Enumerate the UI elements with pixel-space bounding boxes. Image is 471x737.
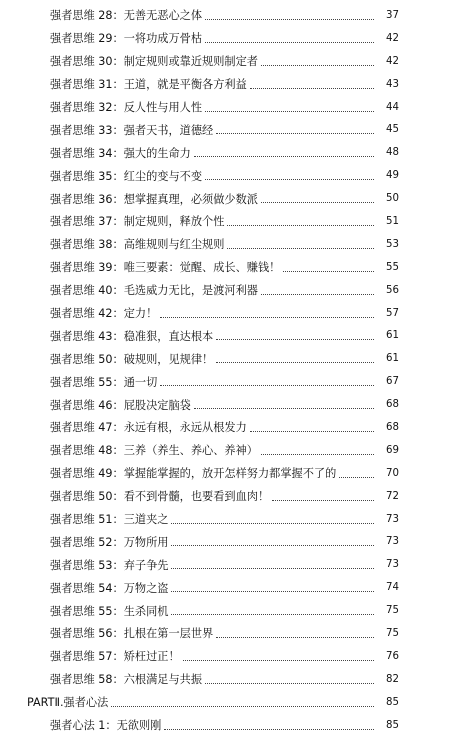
- dot-leader: [216, 362, 374, 363]
- toc-entry-title: 强者思维 53：弃子争先: [50, 558, 169, 572]
- dot-leader: [160, 385, 374, 386]
- toc-entry-title: 强者思维 39：唯三要素：觉醒、成长、赚钱！: [50, 261, 281, 275]
- dot-leader: [183, 660, 374, 661]
- toc-entry-title: 强者思维 52：万物所用: [50, 535, 169, 549]
- toc-part-heading[interactable]: [0, 691, 471, 714]
- toc-entry-page: 48: [386, 147, 399, 159]
- toc-entry-page: 53: [386, 238, 399, 250]
- toc-entry[interactable]: [0, 668, 471, 691]
- toc-entry-title: 强者思维 58：六根满足与共振: [50, 673, 203, 687]
- toc-part-page: 85: [386, 696, 399, 708]
- toc-entry-title: 强者思维 55：生杀同机: [50, 604, 169, 618]
- toc-entry-page: 42: [386, 55, 399, 67]
- toc-entry[interactable]: [0, 370, 471, 393]
- toc-entry[interactable]: [0, 279, 471, 302]
- toc-entry-page: 76: [386, 650, 399, 662]
- dot-leader: [216, 133, 374, 134]
- dot-leader: [171, 614, 374, 615]
- toc-entry-title: 强者思维 37：制定规则，释放个性: [50, 215, 225, 229]
- toc-entry-page: 43: [386, 78, 399, 90]
- toc-entry-title: 强者思维 54：万物之盗: [50, 581, 169, 595]
- toc-entry-page: 70: [386, 467, 399, 479]
- dot-leader: [261, 202, 374, 203]
- dot-leader: [171, 591, 374, 592]
- dot-leader: [171, 523, 374, 524]
- toc-entry-title: 强者思维 50：破规则，见规律！: [50, 352, 214, 366]
- dot-leader: [205, 111, 374, 112]
- toc-entry-page: 75: [386, 627, 399, 639]
- toc-entry[interactable]: [0, 508, 471, 531]
- toc-entry[interactable]: [0, 622, 471, 645]
- toc-entry[interactable]: [0, 256, 471, 279]
- toc-entry[interactable]: [0, 164, 471, 187]
- toc-entry[interactable]: [0, 576, 471, 599]
- dot-leader: [171, 545, 374, 546]
- toc-entry[interactable]: [0, 73, 471, 96]
- toc-entry-title: 强者思维 48：三养（养生、养心、养神）: [50, 444, 258, 458]
- toc-entry[interactable]: [0, 599, 471, 622]
- toc-entry-title: 强者思维 28：无善无恶心之体: [50, 9, 203, 23]
- toc-entry-page: 50: [386, 193, 399, 205]
- dot-leader: [227, 225, 374, 226]
- dot-leader: [272, 500, 374, 501]
- toc-entry-title: 强者思维 31：王道，就是平衡各方利益: [50, 78, 247, 92]
- toc-entry[interactable]: [0, 233, 471, 256]
- toc-entry[interactable]: [0, 530, 471, 553]
- toc-entry-page: 73: [386, 536, 399, 548]
- dot-leader: [261, 65, 374, 66]
- toc-entry-page: 44: [386, 101, 399, 113]
- toc-entry-page: 51: [386, 215, 399, 227]
- toc-entry-title: 强者思维 38：高维规则与红尘规则: [50, 238, 225, 252]
- toc-entry-title: 强者思维 50：看不到骨髓，也要看到血肉！: [50, 490, 270, 504]
- toc-entry-title: 强者思维 57：矫枉过正！: [50, 650, 180, 664]
- toc-entry-page: 49: [386, 170, 399, 182]
- dot-leader: [216, 339, 374, 340]
- toc-entry[interactable]: [0, 416, 471, 439]
- dot-leader: [339, 477, 374, 478]
- toc-entry[interactable]: [0, 347, 471, 370]
- dot-leader: [171, 568, 374, 569]
- toc-entry-page: 61: [386, 330, 399, 342]
- toc-entry-title: 强者思维 36：想掌握真理，必须做少数派: [50, 192, 258, 206]
- toc-entry-page: 37: [386, 9, 399, 21]
- toc-entry[interactable]: [0, 393, 471, 416]
- toc-entry-title: 强者思维 49：掌握能掌握的，放开怎样努力都掌握不了的: [50, 467, 337, 481]
- toc-entry-title: 强者思维 46：屁股决定脑袋: [50, 398, 191, 412]
- toc-entry-title: 强者思维 40：毛选威力无比，是渡河利器: [50, 284, 258, 298]
- toc-entry[interactable]: [0, 714, 471, 737]
- toc-entry[interactable]: [0, 96, 471, 119]
- toc-entry[interactable]: [0, 187, 471, 210]
- toc-entry[interactable]: [0, 439, 471, 462]
- toc-entry-page: 73: [386, 513, 399, 525]
- toc-entry-page: 61: [386, 353, 399, 365]
- dot-leader: [261, 454, 374, 455]
- toc-part-title: PARTⅡ.强者心法: [27, 696, 109, 710]
- toc-entry-page: 55: [386, 261, 399, 273]
- dot-leader: [250, 431, 374, 432]
- toc-entry-title: 强者思维 56：扎根在第一层世界: [50, 627, 214, 641]
- toc-entry-title: 强者思维 32：反人性与用人性: [50, 101, 203, 114]
- dot-leader: [205, 19, 374, 20]
- toc-entry[interactable]: [0, 50, 471, 73]
- toc-entry-page: 85: [386, 719, 399, 731]
- toc-entry-page: 75: [386, 605, 399, 617]
- toc-entry[interactable]: [0, 553, 471, 576]
- dot-leader: [227, 248, 374, 249]
- dot-leader: [194, 156, 374, 157]
- toc-entry[interactable]: [0, 210, 471, 233]
- dot-leader: [194, 408, 374, 409]
- dot-leader: [111, 706, 374, 707]
- toc-entry-title: 强者思维 47：永远有根，永远从根发力: [50, 421, 247, 435]
- dot-leader: [250, 88, 374, 89]
- toc-entry-title: 强者心法 1：无欲则刚: [50, 719, 162, 733]
- table-of-contents: [0, 4, 471, 737]
- toc-entry-title: 强者思维 30：制定规则或靠近规则制定者: [50, 55, 258, 69]
- toc-entry[interactable]: [0, 324, 471, 347]
- toc-entry-title: 强者思维 43：稳准狠，直达根本: [50, 329, 214, 343]
- toc-entry-title: 强者思维 33：强者天书，道德经: [50, 123, 214, 137]
- dot-leader: [205, 42, 374, 43]
- toc-entry-page: 56: [386, 284, 399, 296]
- toc-entry-title: 强者思维 51：三道夹之: [50, 513, 169, 527]
- toc-entry-page: 45: [386, 124, 399, 136]
- toc-entry[interactable]: [0, 118, 471, 141]
- toc-entry-page: 57: [386, 307, 399, 319]
- dot-leader: [216, 637, 374, 638]
- toc-entry-title: 强者思维 34：强大的生命力: [50, 146, 191, 160]
- toc-entry-page: 69: [386, 444, 399, 456]
- toc-entry-title: 强者思维 42：定力！: [50, 307, 158, 321]
- dot-leader: [205, 683, 374, 684]
- dot-leader: [205, 179, 374, 180]
- toc-entry-title: 强者思维 35：红尘的变与不变: [50, 169, 203, 183]
- toc-entry-page: 74: [386, 582, 399, 594]
- dot-leader: [160, 317, 374, 318]
- toc-entry-page: 67: [386, 376, 399, 388]
- toc-entry[interactable]: [0, 462, 471, 485]
- toc-entry[interactable]: [0, 27, 471, 50]
- dot-leader: [283, 271, 374, 272]
- toc-entry-page: 72: [386, 490, 399, 502]
- toc-entry-page: 68: [386, 399, 399, 411]
- toc-entry-page: 68: [386, 421, 399, 433]
- toc-entry-title: 强者思维 29：一将功成万骨枯: [50, 32, 203, 46]
- toc-entry-title: 强者思维 55：通一切: [50, 375, 158, 389]
- toc-entry-page: 82: [386, 673, 399, 685]
- toc-entry[interactable]: [0, 141, 471, 164]
- dot-leader: [261, 294, 374, 295]
- dot-leader: [164, 729, 374, 730]
- toc-entry-page: 73: [386, 559, 399, 571]
- toc-entry[interactable]: [0, 485, 471, 508]
- toc-entry[interactable]: [0, 4, 471, 27]
- toc-entry-page: 42: [386, 32, 399, 44]
- toc-entry[interactable]: [0, 302, 471, 325]
- toc-entry[interactable]: [0, 645, 471, 668]
